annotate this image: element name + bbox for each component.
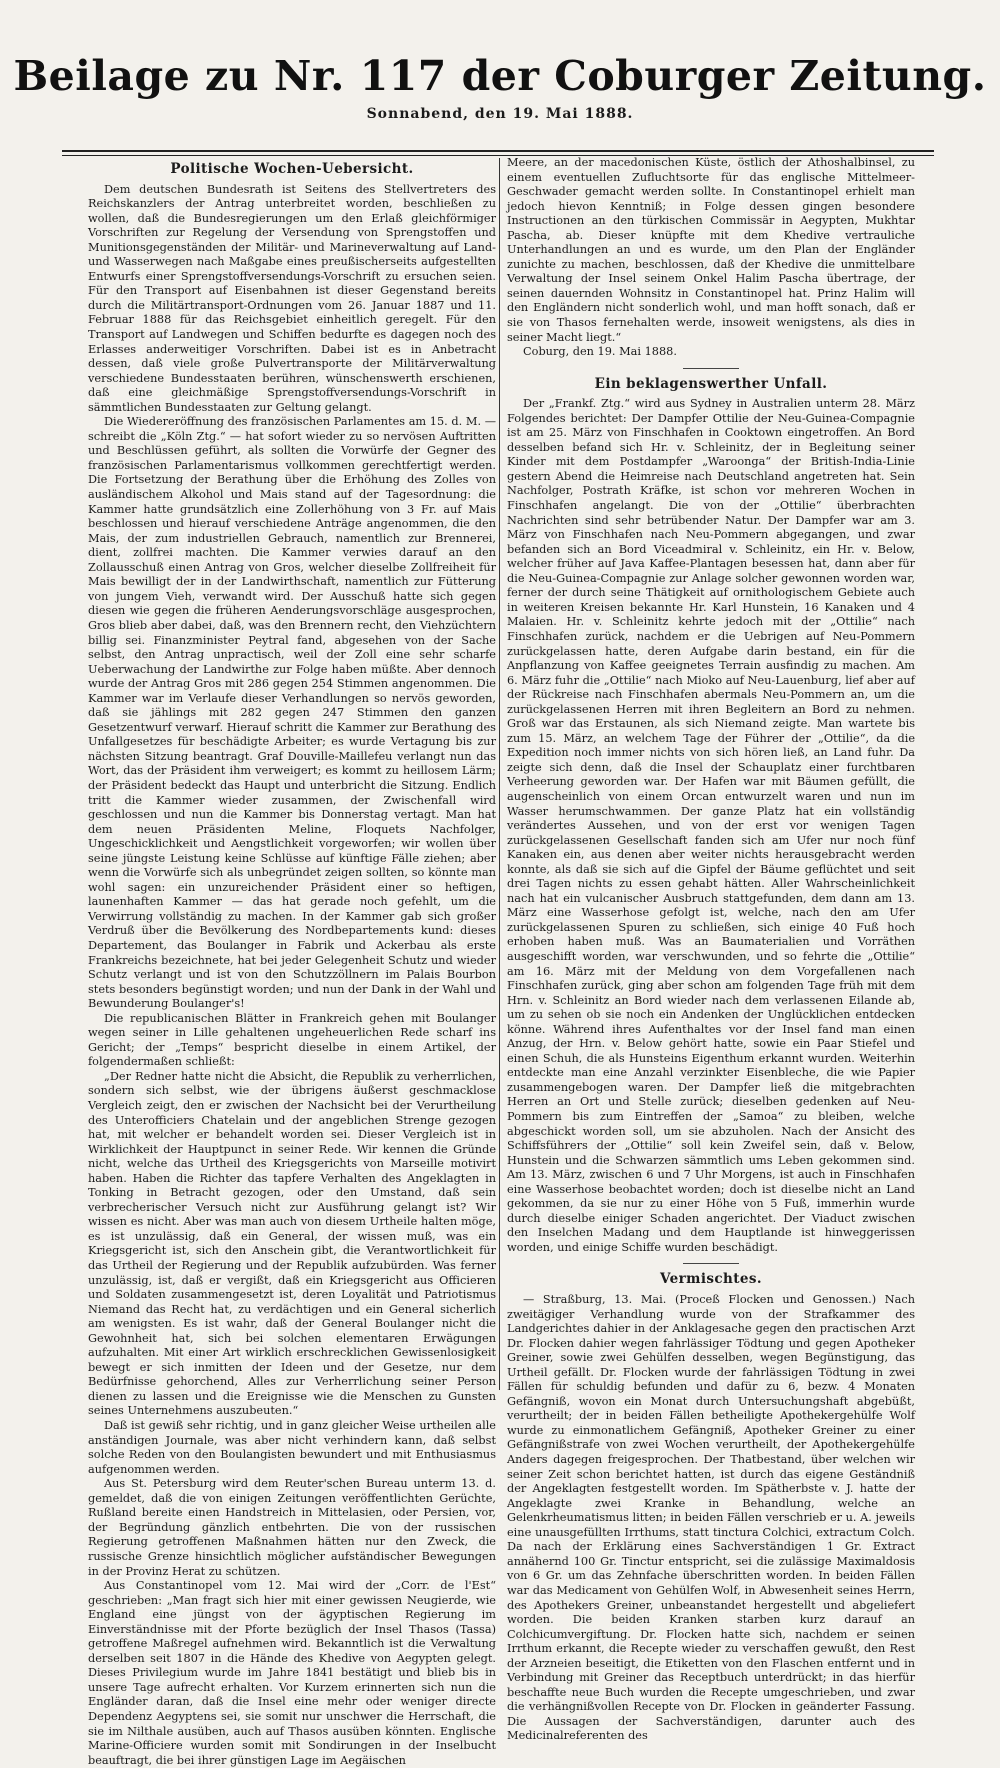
newspaper-title: Beilage zu Nr. 117 der Coburger Zeitung. — [13, 52, 987, 100]
section-heading-accident: Ein beklagenswerther Unfall. — [594, 375, 828, 392]
section-heading-miscellaneous: Vermischtes. — [660, 1271, 762, 1288]
section-separator — [683, 368, 739, 369]
left-column — [88, 156, 496, 1767]
section-heading-politics: Politische Wochen-Uebersicht. — [170, 161, 414, 177]
article-paragraph: Die republicanischen Blätter in Frankreich gehen mit Boulanger wegen seiner in Lille gehaltenen ungeheuerlichen Rede scharf ins Gericht; der „Temps“ bespricht dieselbe in einem Artikel, der folgendermaßen schließt: — [88, 1011, 496, 1069]
article-paragraph: Daß ist gewiß sehr richtig, und in ganz gleicher Weise urtheilen alle anständigen Journale, was aber nicht verhindern kann, daß selbst solche Reden von den Boulangisten bewundert und mit Enthusiasmus aufgenommen werden. — [88, 1419, 496, 1476]
article-paragraph: Dem deutschen Bundesrath ist Seitens des Stellvertreters des Reichskanzlers der Antrag unterbreitet worden, beschließen zu wollen, daß die Bundesregierungen um den Erlaß gleichförmiger Vorschriften zur Regelung der Versendung von Sprengstoffen und Munitionsgegenständen der Militär- und Marineverwaltung auf Land- und Wasserwegen nach Maßgabe eines preußischerseits aufgestellten Entwurfs einer Sprengstoffversendungs-Vorschrift zu ersuchen seien. Für den Transport auf Eisenbahnen ist dieser Gegenstand bereits durch die Militärtransport-Ordnungen vom 26. Januar 1887 und 11. Februar 1888 für das Reichsgebiet einheitlich geregelt. Für den Transport auf Landwegen und Schiffen bedurfte es dagegen noch des Erlasses anderweitiger Vorschriften. Dabei ist es in Anbetracht dessen, daß viele große Pulvertransporte der Militärverwaltung verschiedene Bundesstaaten berühren, wünschenswerth erschienen, daß eine gleichmäßige Sprengstoffversendungs-Vorschrift in sämmtlichen Bundesstaaten zur Geltung gelangt. — [88, 182, 496, 414]
article-paragraph: Meere, an der macedonischen Küste, östlich der Athoshalbinsel, zu einem eventuellen Zufluchtsorte für das englische Mittelmeer-Geschwader gemacht werden sollte. In Constantinopel erhielt man jedoch hievon Kenntniß; in Folge dessen gingen besondere Instructionen an den türkischen Commissär in Aegypten, Mukhtar Pascha, ab. Dieser knüpfte mit dem Khedive vertrauliche Unterhandlungen an und es wurde, um den Plan der Engländer zunichte zu machen, beschlossen, daß der Khedive die unmittelbare Verwaltung der Insel seinem Onkel Halim Pascha übertrage, der seinen dauernden Wohnsitz in Constantinopel hat. Prinz Halim will den Engländern nicht sonderlich wohl, und man hofft sonach, daß er sie von Thasos fernehalten werde, insoweit wenigstens, als dies in seiner Macht liegt.“ — [507, 156, 915, 344]
right-column — [507, 156, 916, 1743]
article-paragraph: Aus St. Petersburg wird dem Reuter'schen Bureau unterm 13. d. gemeldet, daß die von einigen Zeitungen veröffentlichten Gerüchte, Rußland bereite einen Handstreich in Mittelasien, oder Persien, vor, der Begründung gänzlich entbehrten. Die von der russischen Regierung getroffenen Maßnahmen hätten nur den Zweck, die russische Grenze hinsichtlich möglicher aufständischer Bewegungen in der Provinz Herat zu schützen. — [88, 1477, 496, 1578]
article-paragraph: — Straßburg, 13. Mai. (Proceß Flocken und Genossen.) Nach zweitägiger Verhandlung wurde von der Strafkammer des Landgerichtes dahier in der Anklagesache gegen den practischen Arzt Dr. Flocken dahier wegen fahrlässiger Tödtung und gegen Apotheker Greiner, sowie zwei Gehülfen desselben, wegen Begünstigung, das Urtheil gefällt. Dr. Flocken wurde der fahrlässigen Tödtung in zwei Fällen für schuldig befunden und dafür zu 6, bezw. 4 Monaten Gefängniß, wovon ein Monat durch Untersuchungshaft abgebüßt, verurtheilt; der in beiden Fällen betheiligte Apothekergehülfe Wolf wurde zu einmonatlichem Gefängniß, Apotheker Greiner zu einer Gefängnißstrafe von zwei Wochen verurtheilt, der Apothekergehülfe Anders dagegen freigesprochen. Der Thatbestand, über welchen wir seiner Zeit schon berichtet hatten, ist durch das eigene Geständniß der Angeklagten festgestellt worden. Im Spätherbste v. J. hatte der Angeklagte zwei Kranke in Behandlung, welche an Gelenkrheumatismus litten; in beiden Fällen verschrieb er u. A. jeweils eine unausgefüllten Irrthums, statt tinctura Colchici, extractum Colch. Da nach der Erklärung eines Sachverständigen 1 Gr. Extract annähernd 100 Gr. Tinctur entspricht, sei die zulässige Maximaldosis von 6 Gr. um das Zehnfache überschritten worden. In beiden Fällen war das Medicament von Gehülfen Wolf, in Abwesenheit seines Herrn, des Apothekers Greiner, unbeanstandet hergestellt und abgeliefert worden. Die beiden Kranken starben kurz darauf an Colchicumvergiftung. Dr. Flocken hatte sich, nachdem er seinen Irrthum erkannt, die Recepte wieder zu verschaffen gewußt, den Rest der Arzneien beseitigt, die Etiketten von den Flaschen entfernt und in Verbindung mit Greiner das Receptbuch unterdrückt; in das hierfür beschaffte neue Buch wurden die Recepte umgeschrieben, und zwar die verhängnißvollen Recepte von Dr. Flocken in geänderter Fassung. Die Aussagen der Sachverständigen, darunter auch des Medicinalreferenten des — [507, 1293, 916, 1743]
dateline: Coburg, den 19. Mai 1888. — [523, 345, 677, 359]
article-paragraph: Der „Frankf. Ztg.“ wird aus Sydney in Australien unterm 28. März Folgendes berichtet: Der Dampfer Ottilie der Neu-Guinea-Compagnie ist am 25. März von Finschhafen in Cooktown eingetroffen. An Bord desselben befand sich Hr. v. Schleinitz, der in Begleitung seiner Kinder mit dem Postdampfer „Waroonga“ der British-India-Linie gestern Abend die Heimreise nach Deutschland angetreten hat. Sein Nachfolger, Postrath Kräfke, ist schon vor mehreren Wochen in Finschhafen angelangt. Die von der „Ottilie“ überbrachten Nachrichten sind sehr betrübender Natur. Der Dampfer war am 3. März von Finschhafen nach Neu-Pommern abgegangen, und zwar befanden sich an Bord Viceadmiral v. Schleinitz, ein Hr. v. Below, welcher früher auf Java Kaffee-Plantagen besessen hat, dann aber für die Neu-Guinea-Compagnie zur Anlage solcher gewonnen worden war, ferner der durch seine Thätigkeit auf ornithologischem Gebiete auch in weiteren Kreisen bekannte Hr. Karl Hunstein, 16 Kanaken und 4 Malaien. Hr. v. Schleinitz kehrte jedoch mit der „Ottilie“ nach Finschhafen zurück, nachdem er die Uebrigen auf Neu-Pommern zurückgelassen hatte, deren Aufgabe darin bestand, ein für die Anpflanzung von Kaffee geeignetes Terrain ausfindig zu machen. Am 6. März fuhr die „Ottilie“ nach Mioko auf Neu-Lauenburg, lief aber auf der Rückreise nach Finschhafen abermals Neu-Pommern an, um die zurückgelassenen Herren mit ihren Begleitern an Bord zu nehmen. Groß war das Erstaunen, als sich Niemand zeigte. Man wartete bis zum 15. März, an welchem Tage der Führer der „Ottilie“, da die Expedition noch immer nichts von sich hören ließ, an Land fuhr. Da zeigte sich denn, daß die Insel der Schauplatz einer furchtbaren Verheerung geworden war. Der Hafen war mit Bäumen gefüllt, die augenscheinlich von einem Orcan entwurzelt waren und nun im Wasser herumschwammen. Der ganze Platz hat ein vollständig verändertes Aussehen, und von der erst vor wenigen Tagen zurückgelassenen Gesellschaft fanden sich am Ufer nur noch fünf Kanaken ein, aus denen aber weiter nichts herausgebracht werden konnte, als daß sie sich auf die Gipfel der Bäume geflüchtet und seit drei Tagen nichts zu essen gehabt hätten. Aller Wahrscheinlichkeit nach hat ein vulcanischer Ausbruch stattgefunden, dem dann am 13. März eine Wasserhose gefolgt ist, welche, nach den am Ufer zurückgelassenen Spuren zu schließen, sich einige 40 Fuß hoch erhoben haben muß. Was an Baumaterialien und Vorräthen ausgeschifft worden, war verschwunden, und so fehrte die „Ottilie“ am 16. März mit der Meldung von dem Vorgefallenen nach Finschhafen zurück, ging aber schon am folgenden Tage früh mit dem Hrn. v. Schleinitz an Bord wieder nach dem verlassenen Eilande ab, um zu sehen ob sie noch ein Andenken der Unglücklichen entdecken könne. Während ihres Aufenthaltes vor der Insel fand man einen Anzug, der Hrn. v. Below gehört hatte, sowie ein Paar Stiefel und einen Schuh, die als Hunsteins Eigenthum erkannt wurden. Weiterhin entdeckte man eine Anzahl verzinkter Eisenbleche, die wie Papier zusammengebogen waren. Der Dampfer ließ die mitgebrachten Herren an Ort und Stelle zurück; dieselben gedenken auf Neu-Pommern bis zum Eintreffen der „Samoa“ zu bleiben, welche abgeschickt worden soll, um sie abzuholen. Nach der Ansicht des Schiffsführers der „Ottilie“ soll kein Zweifel sein, daß v. Below, Hunstein und die Schwarzen sämmtlich ums Leben gekommen sind. Am 13. März, zwischen 6 und 7 Uhr Morgens, ist auch in Finschhafen eine Wasserhose beobachtet worden; doch ist dieselbe nicht an Land gekommen, da sie nur zu einer Höhe von 5 Fuß, immerhin wurde durch dieselbe einiger Schaden angerichtet. Der Viaduct zwischen den Inselchen Madang und dem Hauptlande ist hinweggerissen worden, und einige Schiffe wurden beschädigt. — [507, 397, 915, 1254]
issue-date: Sonnabend, den 19. Mai 1888. — [366, 106, 634, 122]
article-quote: „Der Redner hatte nicht die Absicht, die Republik zu verherrlichen, sondern sich selbst, wie der übrigens äußerst geschmacklose Vergleich zeigt, den er zwischen der Nachsicht bei der Verurtheilung des Unterofficiers Chatelain und der angeblichen Strenge gezogen hat, mit welcher er behandelt worden sei. Dieser Vergleich ist in Wirklichkeit der Hauptpunct in seiner Rede. Wir kennen die Gründe nicht, welche das Urtheil des Kriegsgerichts von Marseille motivirt haben. Haben die Richter das tapfere Verhalten des Angeklagten in Tonking in Betracht gezogen, oder den Umstand, daß sein verbrecherischer Versuch nicht zur Ausführung gelangt ist? Wir wissen es nicht. Aber was man auch von diesem Urtheile halten möge, es ist unzulässig, daß ein General, der wissen muß, was ein Kriegsgericht ist, sich den Anschein gibt, die Verantwortlichkeit für das Urtheil der Regierung und der Republik aufzubürden. Was ferner unzulässig, ist, daß er vergißt, daß ein Kriegsgericht aus Officieren und Soldaten zusammengesetzt ist, deren Loyalität und Patriotismus Niemand das Recht hat, zu verdächtigen und ein General sicherlich am wenigsten. Es ist wahr, daß der General Boulanger nicht die Gewohnheit hat, sich bei solchen elementaren Erwägungen aufzuhalten. Mit einer Art wirklich erschrecklichen Gewissenlosigkeit bewegt er sich inmitten der Ideen und der Gesetze, nur dem Bedürfnisse gehorchend, Alles zur Verherrlichung seiner Person dienen zu lassen und die Ereignisse wie die Menschen zu Gunsten seines Unternehmens auszubeuten.“ — [88, 1069, 496, 1418]
masthead — [0, 52, 1000, 122]
column-divider — [499, 158, 500, 1390]
article-paragraph: Aus Constantinopel vom 12. Mai wird der „Corr. de l'Est“ geschrieben: „Man fragt sich hier mit einer gewissen Neugierde, wie England eine jüngst von der ägyptischen Regierung im Einverständnisse mit der Pforte bezüglich der Insel Thasos (Tassa) getroffene Maßregel aufnehmen wird. Bekanntlich ist die Verwaltung derselben seit 1807 in die Hände des Khedive von Aegypten gelegt. Dieses Privilegium wurde im Jahre 1841 bestätigt und blieb bis in unsere Tage aufrecht erhalten. Vor Kurzem erinnerten sich nun die Engländer daran, daß die Insel eine mehr oder weniger directe Dependenz Aegyptens sei, sie somit nur unschwer die Herrschaft, die sie im Nilthale ausüben, auch auf Thasos ausüben könnten. Englische Marine-Officiere wurden somit mit Sondirungen in der Inselbucht beauftragt, die bei ihrer günstigen Lage im Aegäischen — [88, 1579, 496, 1767]
section-separator — [683, 1263, 739, 1264]
article-paragraph: Die Wiedereröffnung des französischen Parlamentes am 15. d. M. — schreibt die „Köln Ztg.“ — hat sofort wieder zu so nervösen Auftritten und Beschlüssen geführt, als sollten die Vorwürfe der Gegner des französischen Parlamentarismus vollkommen gerechtfertigt werden. Die Fortsetzung der Berathung über die Erhöhung des Zolles von ausländischem Alkohol und Mais stand auf der Tagesordnung: die Kammer hatte grundsätzlich eine Zollerhöhung von 3 Fr. auf Mais beschlossen und hierauf verschiedene Anträge angenommen, die den Mais, der zum industriellen Gebrauch, namentlich zur Brennerei, dient, zollfrei machten. Die Kammer verwies darauf an den Zollausschuß einen Antrag von Gros, welcher dieselbe Zollfreiheit für Mais bewilligt der in der Landwirthschaft, namentlich zur Fütterung von jungem Vieh, verwandt wird. Der Ausschuß hatte sich gegen diesen wie gegen die früheren Aenderungsvorschläge ausgesprochen, Gros blieb aber dabei, daß, was den Brennern recht, den Viehzüchtern billig sei. Finanzminister Peytral fand, abgesehen von der Sache selbst, den Antrag unpractisch, weil der Zoll eine sehr scharfe Ueberwachung der Landwirthe zur Folge haben müßte. Aber dennoch wurde der Antrag Gros mit 286 gegen 254 Stimmen angenommen. Die Kammer war im Verlaufe dieser Verhandlungen so nervös geworden, daß sie jählings mit 282 gegen 247 Stimmen den ganzen Gesetzentwurf verwarf. Hierauf schritt die Kammer zur Berathung des Unfallgesetzes für beschädigte Arbeiter; es wurde Vertagung bis zur nächsten Sitzung beantragt. Graf Douville-Maillefeu verlangt nun das Wort, das der Präsident ihm verweigert; es kommt zu heillosem Lärm; der Präsident bedeckt das Haupt und unterbricht die Sitzung. Endlich tritt die Kammer wieder zusammen, der Zwischenfall wird geschlossen und nun die Kammer bis Donnerstag vertagt. Man hat dem neuen Präsidenten Meline, Floquets Nachfolger, Ungeschicklichkeit und Aengstlichkeit vorgeworfen; wir wollen über seine jüngste Leistung keine Schlüsse auf künftige Fälle ziehen; aber wenn die Vorwürfe sich als unbegründet zeigen sollten, so könnte man wohl sagen: ein unzureichender Präsident einer so heftigen, launenhaften Kammer — das hat gerade noch gefehlt, um die Verwirrung vollständig zu machen. In der Kammer gab sich großer Verdruß über die Bevölkerung des Nordbepartements kund: dieses Departement, das Boulanger in Fabrik und Ackerbau als erste Frankreichs bezeichnete, hat bei jeder Gelegenheit Schutz und wieder Schutz verlangt und ist von den Schutzzöllnern im Palais Bourbon stets besonders begünstigt worden; und nun der Dank in der Wahl und Bewunderung Boulanger's! — [88, 415, 496, 1011]
